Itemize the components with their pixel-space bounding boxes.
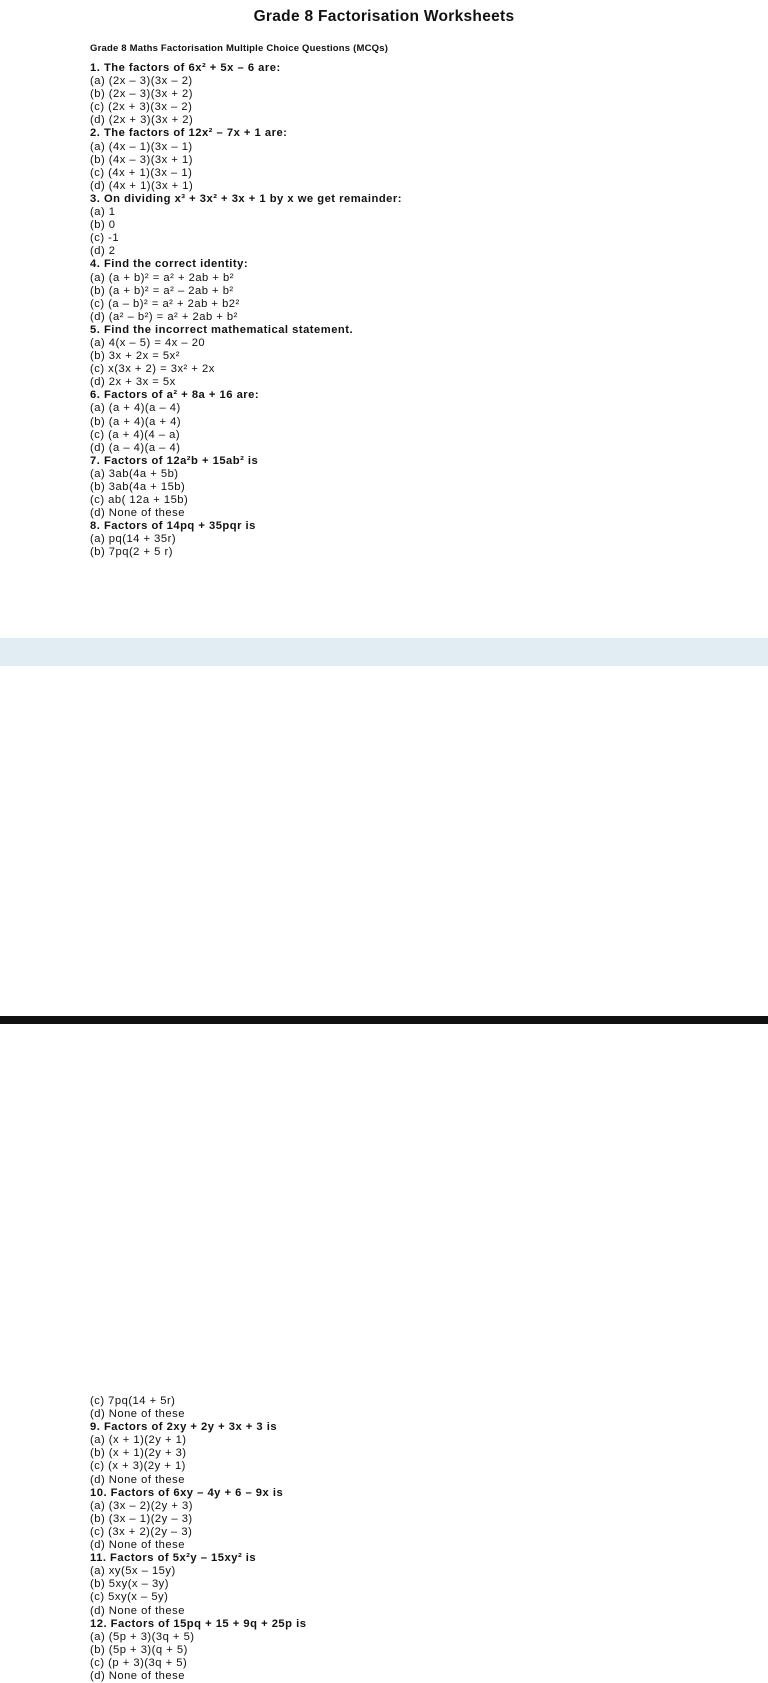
bottom-edge-bar [0, 1016, 768, 1024]
question-list-page-2 [90, 1395, 306, 1683]
answer-option: (c) -1 [90, 232, 120, 245]
answer-option: (a) pq(14 + 35r) [90, 533, 177, 546]
question-text: 9. Factors of 2xy + 2y + 3x + 3 is [90, 1421, 278, 1434]
answer-option: (d) (a – 4)(a – 4) [90, 441, 181, 454]
question-text: 6. Factors of a² + 8a + 16 are: [90, 389, 260, 402]
question-text: 1. The factors of 6x² + 5x – 6 are: [90, 62, 281, 74]
answer-option: (a) (5p + 3)(3q + 5) [90, 1630, 195, 1643]
answer-option: (a) (x + 1)(2y + 1) [90, 1434, 187, 1447]
answer-option: (b) (a + b)² = a² – 2ab + b² [90, 284, 234, 297]
answer-option: (d) None of these [90, 507, 185, 520]
question-text: 12. Factors of 15pq + 15 + 9q + 25p is [90, 1617, 307, 1630]
answer-option: (a) (a + 4)(a – 4) [90, 402, 181, 415]
question-text: 3. On dividing x³ + 3x² + 3x + 1 by x we get remainder: [90, 192, 402, 205]
answer-option: (a) 4(x – 5) = 4x – 20 [90, 336, 206, 349]
answer-option: (a) 3ab(4a + 5b) [90, 467, 179, 480]
answer-option: (b) 7pq(2 + 5 r) [90, 546, 173, 559]
answer-option: (a) (2x – 3)(3x – 2) [90, 75, 193, 88]
answer-option: (a) (3x – 2)(2y + 3) [90, 1499, 193, 1512]
answer-option: (b) (2x – 3)(3x + 2) [90, 88, 193, 101]
answer-option: (b) 0 [90, 219, 116, 232]
answer-option: (b) 5xy(x – 3y) [90, 1578, 169, 1591]
worksheet-subtitle: Grade 8 Maths Factorisation Multiple Choice Questions (MCQs) [90, 43, 389, 54]
question-text: 5. Find the incorrect mathematical statement. [90, 323, 354, 336]
answer-option: (a) (4x – 1)(3x – 1) [90, 140, 193, 153]
answer-option: (d) None of these [90, 1408, 185, 1421]
answer-option: (c) ab( 12a + 15b) [90, 494, 189, 507]
question-text: 11. Factors of 5x²y – 15xy² is [90, 1552, 257, 1565]
question-text: 8. Factors of 14pq + 35pqr is [90, 520, 256, 533]
answer-option: (c) 5xy(x – 5y) [90, 1591, 169, 1604]
answer-option: (d) (4x + 1)(3x + 1) [90, 179, 194, 192]
answer-option: (d) None of these [90, 1473, 185, 1486]
answer-option: (b) (4x – 3)(3x + 1) [90, 153, 193, 166]
answer-option: (c) (a + 4)(4 – a) [90, 428, 181, 441]
answer-option: (a) 1 [90, 206, 116, 219]
answer-option: (b) 3x + 2x = 5x² [90, 350, 180, 363]
question-text: 10. Factors of 6xy – 4y + 6 – 9x is [90, 1486, 284, 1499]
question-list-page-1 [90, 62, 402, 560]
worksheet-title: Grade 8 Factorisation Worksheets [253, 8, 515, 25]
answer-option: (c) (2x + 3)(3x – 2) [90, 101, 193, 114]
answer-option: (c) (x + 3)(2y + 1) [90, 1460, 186, 1473]
question-text: 2. The factors of 12x² – 7x + 1 are: [90, 127, 288, 140]
answer-option: (b) (a + 4)(a + 4) [90, 415, 182, 428]
answer-option: (c) (4x + 1)(3x – 1) [90, 166, 193, 179]
worksheet-page-2 [0, 666, 768, 1682]
answer-option: (d) (2x + 3)(3x + 2) [90, 114, 194, 127]
answer-option: (a) xy(5x – 15y) [90, 1565, 176, 1578]
answer-option: (d) None of these [90, 1539, 185, 1552]
page-separator [0, 638, 768, 666]
answer-option: (d) 2 [90, 245, 116, 258]
answer-option: (d) 2x + 3x = 5x [90, 376, 176, 389]
answer-option: (b) 3ab(4a + 15b) [90, 481, 186, 493]
worksheet-page-1 [0, 0, 768, 638]
answer-option: (d) None of these [90, 1604, 185, 1617]
answer-option: (c) (3x + 2)(2y – 3) [90, 1525, 193, 1538]
question-text: 4. Find the correct identity: [90, 258, 249, 271]
answer-option: (b) (x + 1)(2y + 3) [90, 1447, 187, 1460]
answer-option: (d) (a² – b²) = a² + 2ab + b² [90, 310, 238, 323]
answer-option: (c) (p + 3)(3q + 5) [90, 1656, 188, 1669]
question-text: 7. Factors of 12a²b + 15ab² is [90, 454, 259, 467]
answer-option: (c) x(3x + 2) = 3x² + 2x [90, 363, 215, 376]
answer-option: (d) None of these [90, 1669, 185, 1682]
answer-option: (b) (3x – 1)(2y – 3) [90, 1512, 193, 1525]
answer-option: (a) (a + b)² = a² + 2ab + b² [90, 271, 234, 284]
answer-option: (b) (5p + 3)(q + 5) [90, 1643, 188, 1656]
answer-option: (c) (a – b)² = a² + 2ab + b2² [90, 297, 240, 310]
answer-option: (c) 7pq(14 + 5r) [90, 1395, 176, 1407]
